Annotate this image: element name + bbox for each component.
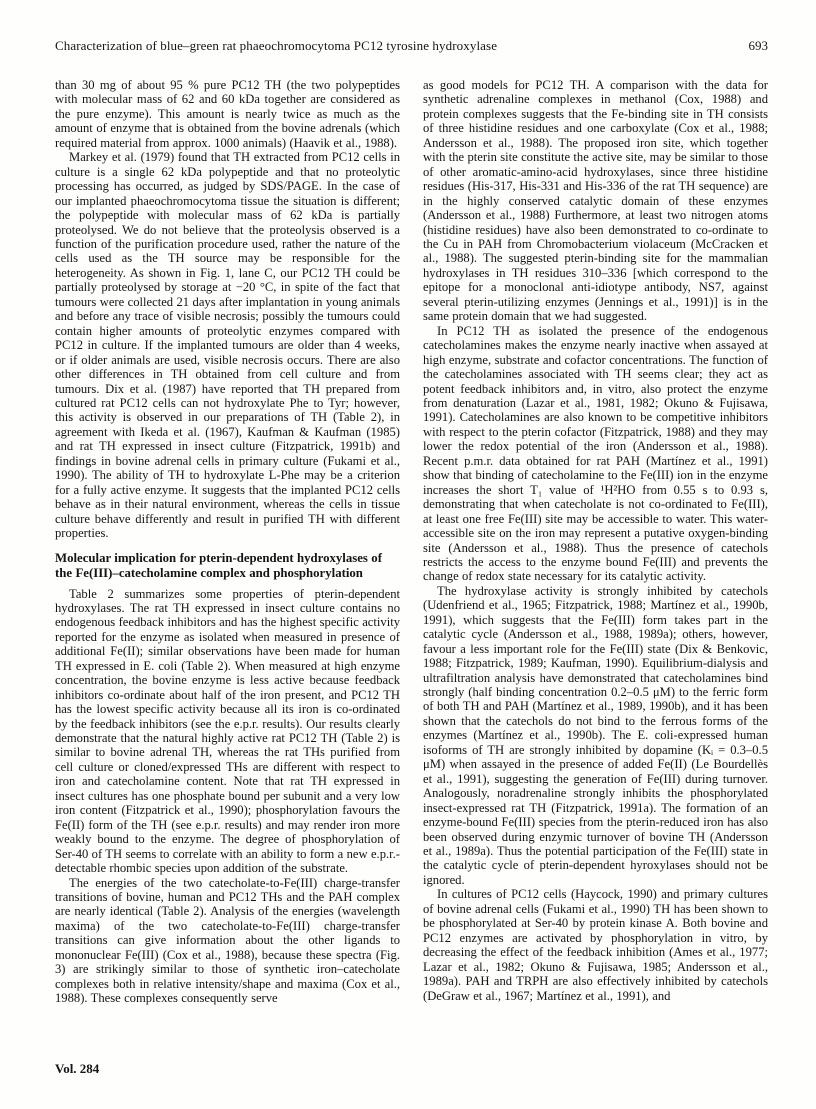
paragraph: In PC12 TH as isolated the presence of the endogenous catecholamines makes the enzyme nearly inactive when assayed at high enzyme, substrate and cofactor concentrations. The function of the catecholamines associated with TH seems clear; they act as potent feedback inhibitors and, in vitro, also protect the enzyme from denaturation (Lazar et al., 1981, 1982; Okuno & Fujisawa, 1991). Catecholamines are also known to be competitive inhibitors with respect to the pterin cofactor (Fitzpatrick, 1988) and they may lower the redox potential of the iron (Andersson et al., 1988). Recent p.m.r. data obtained for rat PAH (Martínez et al., 1991) show that binding of catecholamine to the Fe(III) ion in the enzyme increases the short T₁ value of ¹H²HO from 0.55 s to 0.93 s, demonstrating that when catecholate is not co-ordinated to Fe(III), at least one free Fe(III) site may be accessible to water. This water-accessible site on the iron may represent a putative oxygen-binding site (Andersson et al., 1988). Thus the presence of catechols restricts the access to the enzyme bound Fe(III) and prevents the change of redox state necessary for its catalytic activity. <box>423 323 768 584</box>
running-title: Characterization of blue–green rat phaeochromocytoma PC12 tyrosine hydroxylase <box>55 38 498 53</box>
two-column-body <box>55 78 768 1006</box>
right-column <box>423 78 768 1006</box>
paragraph: The energies of the two catecholate-to-Fe(III) charge-transfer transitions of bovine, human and PC12 THs and the PAH complex are nearly identical (Table 2). Analysis of the energies (wavelength maxima) of the two catecholate-to-Fe(III) charge-transfer transitions can give information about the other ligands to mononuclear Fe(III) (Cox et al., 1988), because these spectra (Fig. 3) are strikingly similar to those of synthetic iron–catecholate complexes both in relative intensity/shape and maxima (Cox et al., 1988). These complexes consequently serve <box>55 875 400 1006</box>
paragraph: than 30 mg of about 95 % pure PC12 TH (the two polypeptides with molecular mass of 62 and 60 kDa together are considered as the pure enzyme). This amount is nearly twice as much as the amount of enzyme that is obtained from the bovine adrenals (which required material from approx. 1000 animals) (Haavik et al., 1988). <box>55 78 400 150</box>
paragraph: Table 2 summarizes some properties of pterin-dependent hydroxylases. The rat TH expressed in insect culture contains no endogenous feedback inhibitors and has the highest specific activity reported for the enzyme as isolated when measured in presence of additional Fe(II); similar observations have been made for human TH expressed in E. coli (Table 2). When measured at high enzyme concentration, the bovine enzyme is less active because feedback inhibitors co-ordinate about half of the iron present, and PC12 TH has the lowest specific activity because all its iron is co-ordinated by the feedback inhibitors (see the e.p.r. results). Our results clearly demonstrate that the natural highly active rat PC12 TH (Table 2) is similar to bovine adrenal TH, whereas the rat THs purified from cell culture or cloned/expressed THs are different with respect to iron and catecholamine content. Note that rat TH expressed in insect cultures has one phosphate bound per subunit and a very low iron content (Fitzpatrick et al., 1990); phosphorylation favours the Fe(II) form of the TH (see e.p.r. results) and may render iron more weakly bound to the enzyme. The degree of phosphorylation of Ser-40 of TH seems to correlate with an ability to form a new e.p.r.-detectable rhombic species upon addition of the substrate. <box>55 586 400 876</box>
left-column <box>55 78 400 1006</box>
paragraph: as good models for PC12 TH. A comparison with the data for synthetic adrenaline complexes in methanol (Cox, 1988) and protein complexes suggests that the Fe-binding site in TH consists of three histidine residues and one carboxylate (Cox et al., 1988; Andersson et al., 1988). The proposed iron site, which together with the pterin site constitute the active site, may be similar to those of other aromatic-amino-acid hydroxylases, since three histidine residues (His-317, His-331 and His-336 of the rat TH sequence) are in the highly conserved catalytic domain of these enzymes (Andersson et al., 1988) Furthermore, at least two nitrogen atoms (histidine residues) have also been demonstrated to co-ordinate to the Cu in PAH from Chromobacterium violaceum (McCracken et al., 1988). The suggested pterin-binding site for the mammalian hydroxylases in TH residues 310–336 [which correspond to the epitope for a monoclonal anti-idiotype antibody, NS7, against several pterin-utilizing enzymes (Jennings et al., 1991)] is in the same protein domain that we had suggested. <box>423 78 768 324</box>
paragraph: Markey et al. (1979) found that TH extracted from PC12 cells in culture is a single 62 kDa polypeptide and that no proteolytic processing has occurred, as judged by SDS/PAGE. In the case of our implanted phaeochromocytoma tissue the situation is different; the polypeptide with molecular mass of 62 kDa is partially proteolysed. We do not believe that the proteolysis observed is a function of the purification procedure used, rather the nature of the cells used as the TH source may be responsible for the heterogeneity. As shown in Fig. 1, lane C, our PC12 TH could be partially proteolysed by storage at −20 °C, in spite of the fact that tumours were collected 21 days after implantation in young animals and before any trace of visible necrosis; possibly the tumours could contain higher amounts of proteolytic enzymes compared with PC12 in culture. If the implanted tumours are older than 4 weeks, or if older animals are used, visible necrosis occurs. There are also other differences in TH obtained from cell culture and from tumours. Dix et al. (1987) have reported that TH prepared from cultured rat PC12 cells can not hydroxylate Phe to Tyr; however, this activity is observed in our preparations of TH (Table 2), in agreement with Ikeda et al. (1967), Kaufman & Kaufman (1985) and rat TH expressed in insect culture (Fitzpatrick, 1991b) and findings in bovine adrenal cells in primary culture (Fukami et al., 1990). The ability of TH to hydroxylate L-Phe may be a criterion for a fully active enzyme. It suggests that the implanted PC12 cells behave as in their natural environment, whereas the cells in tissue culture behave differently and result in purified TH with different properties. <box>55 150 400 541</box>
running-head <box>55 38 768 54</box>
paragraph: The hydroxylase activity is strongly inhibited by catechols (Udenfriend et al., 1965; Fitzpatrick, 1988; Martínez et al., 1990b, 1991), which suggests that the Fe(III) form takes part in the catalytic cycle (Andersson et al., 1988, 1989a); others, however, favour a less important role for the Fe(III) state (Dix & Benkovic, 1988; Fitzpatrick, 1989; Kaufman, 1990). Equilibrium-dialysis and ultrafiltration analysis have demonstrated that catecholamines bind strongly (half binding concentration 0.2–0.5 μM) to the ferric form of both TH and PAH (Martínez et al., 1989, 1990b), and it has been shown that the catechols do not bind to the ferrous forms of the enzymes (Martínez et al., 1990b). The E. coli-expressed human isoforms of TH are strongly inhibited by dopamine (Kᵢ = 0.3–0.5 μM) when assayed in the presence of added Fe(II) (Le Bourdellès et al., 1991), suggesting the generation of Fe(III) during turnover. Analogously, noradrenaline strongly inhibits the phosphorylated insect-expressed rat TH (Fitzpatrick, 1991a). The formation of an enzyme-bound Fe(III) species from the pterin-reduced iron has also been observed during enzymic turnover of bovine TH (Andersson et al., 1989a). Thus the potential participation of the Fe(III) state in the catalytic cycle of pterin-dependent hyroxylases should not be ignored. <box>423 583 768 887</box>
volume-footer: Vol. 284 <box>55 1061 100 1076</box>
paragraph: In cultures of PC12 cells (Haycock, 1990) and primary cultures of bovine adrenal cells (Fukami et al., 1990) TH has been shown to be phosphorylated at Ser-40 by protein kinase A. Both bovine and PC12 enzymes are activated by phosphorylation in vitro, by decreasing the effect of the feedback inhibition (Ames et al., 1977; Lazar et al., 1982; Okuno & Fujisawa, 1985; Andersson et al., 1989a). PAH and TRPH are also effectively inhibited by catechols (DeGraw et al., 1967; Martínez et al., 1991), and <box>423 887 768 1003</box>
section-heading: Molecular implication for pterin-dependent hydroxylases of the Fe(III)–catecholamine complex and phosphorylation <box>55 550 382 580</box>
page-number: 693 <box>748 38 768 53</box>
